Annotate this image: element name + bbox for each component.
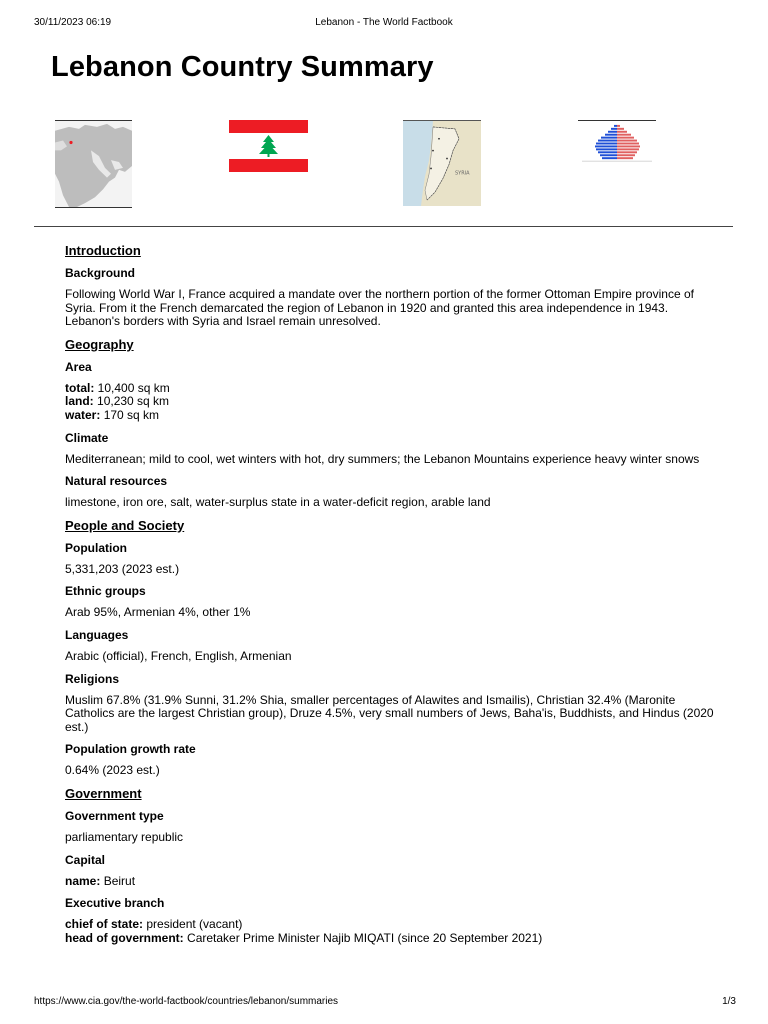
field-title-population: Population xyxy=(65,540,127,555)
field-title-area: Area xyxy=(65,359,92,374)
lebanon-flag-graphic xyxy=(229,120,308,172)
field-title-executive-branch: Executive branch xyxy=(65,896,165,911)
map-label-syria: SYRIA xyxy=(455,170,470,177)
field-text-ethnic-groups: Arab 95%, Armenian 4%, other 1% xyxy=(65,605,251,620)
field-text-government-type: parliamentary republic xyxy=(65,829,184,844)
field-title-ethnic-groups: Ethnic groups xyxy=(65,584,146,599)
area-water-key: water: xyxy=(65,407,101,422)
field-title-background: Background xyxy=(65,266,136,280)
head-of-government xyxy=(65,932,715,946)
locator-map-image[interactable] xyxy=(55,120,132,208)
area-land-key: land: xyxy=(65,394,94,409)
capital-name-key: name: xyxy=(65,873,101,888)
field-text-population-growth-rate: 0.64% (2023 est.) xyxy=(65,763,160,778)
section-title-introduction[interactable]: Introduction xyxy=(65,243,141,258)
head-of-government-value: Caretaker Prime Minister Najib MIQATI (since 20 September 2021) xyxy=(187,930,543,945)
page-number: 1/3 xyxy=(722,996,736,1007)
field-title-capital: Capital xyxy=(65,852,106,867)
population-pyramid-graphic xyxy=(578,121,656,166)
print-url[interactable]: https://www.cia.gov/the-world-factbook/countries/lebanon/summaries xyxy=(34,996,339,1007)
print-datetime: 30/11/2023 06:19 xyxy=(34,17,112,28)
print-footer xyxy=(0,995,768,1009)
area-total-value: 10,400 sq km xyxy=(97,380,170,395)
field-text-religions: Muslim 67.8% (31.9% Sunni, 31.2% Shia, smaller percentages of Alawites and Ismailis), Christian 32.4% (Maronite Catholics are the largest Christian group), Druze 4.5%, very small numbers of Jews, Baha'is, Buddhists, and Hindus (2020 est.) xyxy=(65,692,714,734)
print-page-title: Lebanon - The World Factbook xyxy=(315,17,453,28)
area-total-key: total: xyxy=(65,380,95,395)
field-text-climate: Mediterranean; mild to cool, wet winters with hot, dry summers; the Lebanon Mountains experience heavy winter snows xyxy=(65,451,700,466)
print-header xyxy=(0,16,768,30)
field-text-executive-branch xyxy=(65,918,715,945)
country-map-graphic xyxy=(403,121,481,206)
locator-map-graphic xyxy=(55,121,132,207)
chief-of-state-key: chief of state: xyxy=(65,917,144,932)
area-total xyxy=(65,382,715,396)
field-title-natural-resources: Natural resources xyxy=(65,474,168,489)
summary-content xyxy=(65,243,715,953)
field-text-natural-resources: limestone, iron ore, salt, water-surplus state in a water-deficit region, arable land xyxy=(65,495,491,510)
field-title-religions: Religions xyxy=(65,671,120,686)
field-title-government-type: Government type xyxy=(65,808,164,823)
area-water-value: 170 sq km xyxy=(103,407,160,422)
section-title-geography[interactable]: Geography xyxy=(65,336,134,352)
section-title-government[interactable]: Government xyxy=(65,785,142,801)
field-text-population: 5,331,203 (2023 est.) xyxy=(65,561,180,576)
country-map-image[interactable] xyxy=(403,120,481,206)
field-title-population-growth-rate: Population growth rate xyxy=(65,742,196,757)
field-text-background: Following World War I, France acquired a mandate over the northern portion of the former Ottoman Empire province of Syria. From it the French demarcated the region of Lebanon in 1920 and granted this area independence in 1943. Lebanon's borders with Syria and Israel remain unresolved. xyxy=(65,287,694,329)
chief-of-state-value: president (vacant) xyxy=(146,917,243,932)
field-title-languages: Languages xyxy=(65,627,129,642)
section-title-people-and-society[interactable]: People and Society xyxy=(65,517,185,533)
field-text-capital xyxy=(65,875,715,889)
page-title-country: Lebanon xyxy=(51,51,173,83)
capital-name-value: Beirut xyxy=(103,873,136,888)
field-text-area xyxy=(65,382,715,423)
population-pyramid-image[interactable] xyxy=(578,120,656,166)
head-of-government-key: head of government: xyxy=(65,930,184,945)
page-title xyxy=(51,48,434,86)
area-water xyxy=(65,409,715,423)
area-land-value: 10,230 sq km xyxy=(97,394,170,409)
field-text-languages: Arabic (official), French, English, Armenian xyxy=(65,648,292,663)
chief-of-state xyxy=(65,918,715,932)
area-land xyxy=(65,395,715,409)
flag-image[interactable] xyxy=(229,120,308,172)
header-divider xyxy=(34,226,733,227)
page-title-suffix: Country Summary xyxy=(180,51,434,83)
field-title-climate: Climate xyxy=(65,430,109,445)
